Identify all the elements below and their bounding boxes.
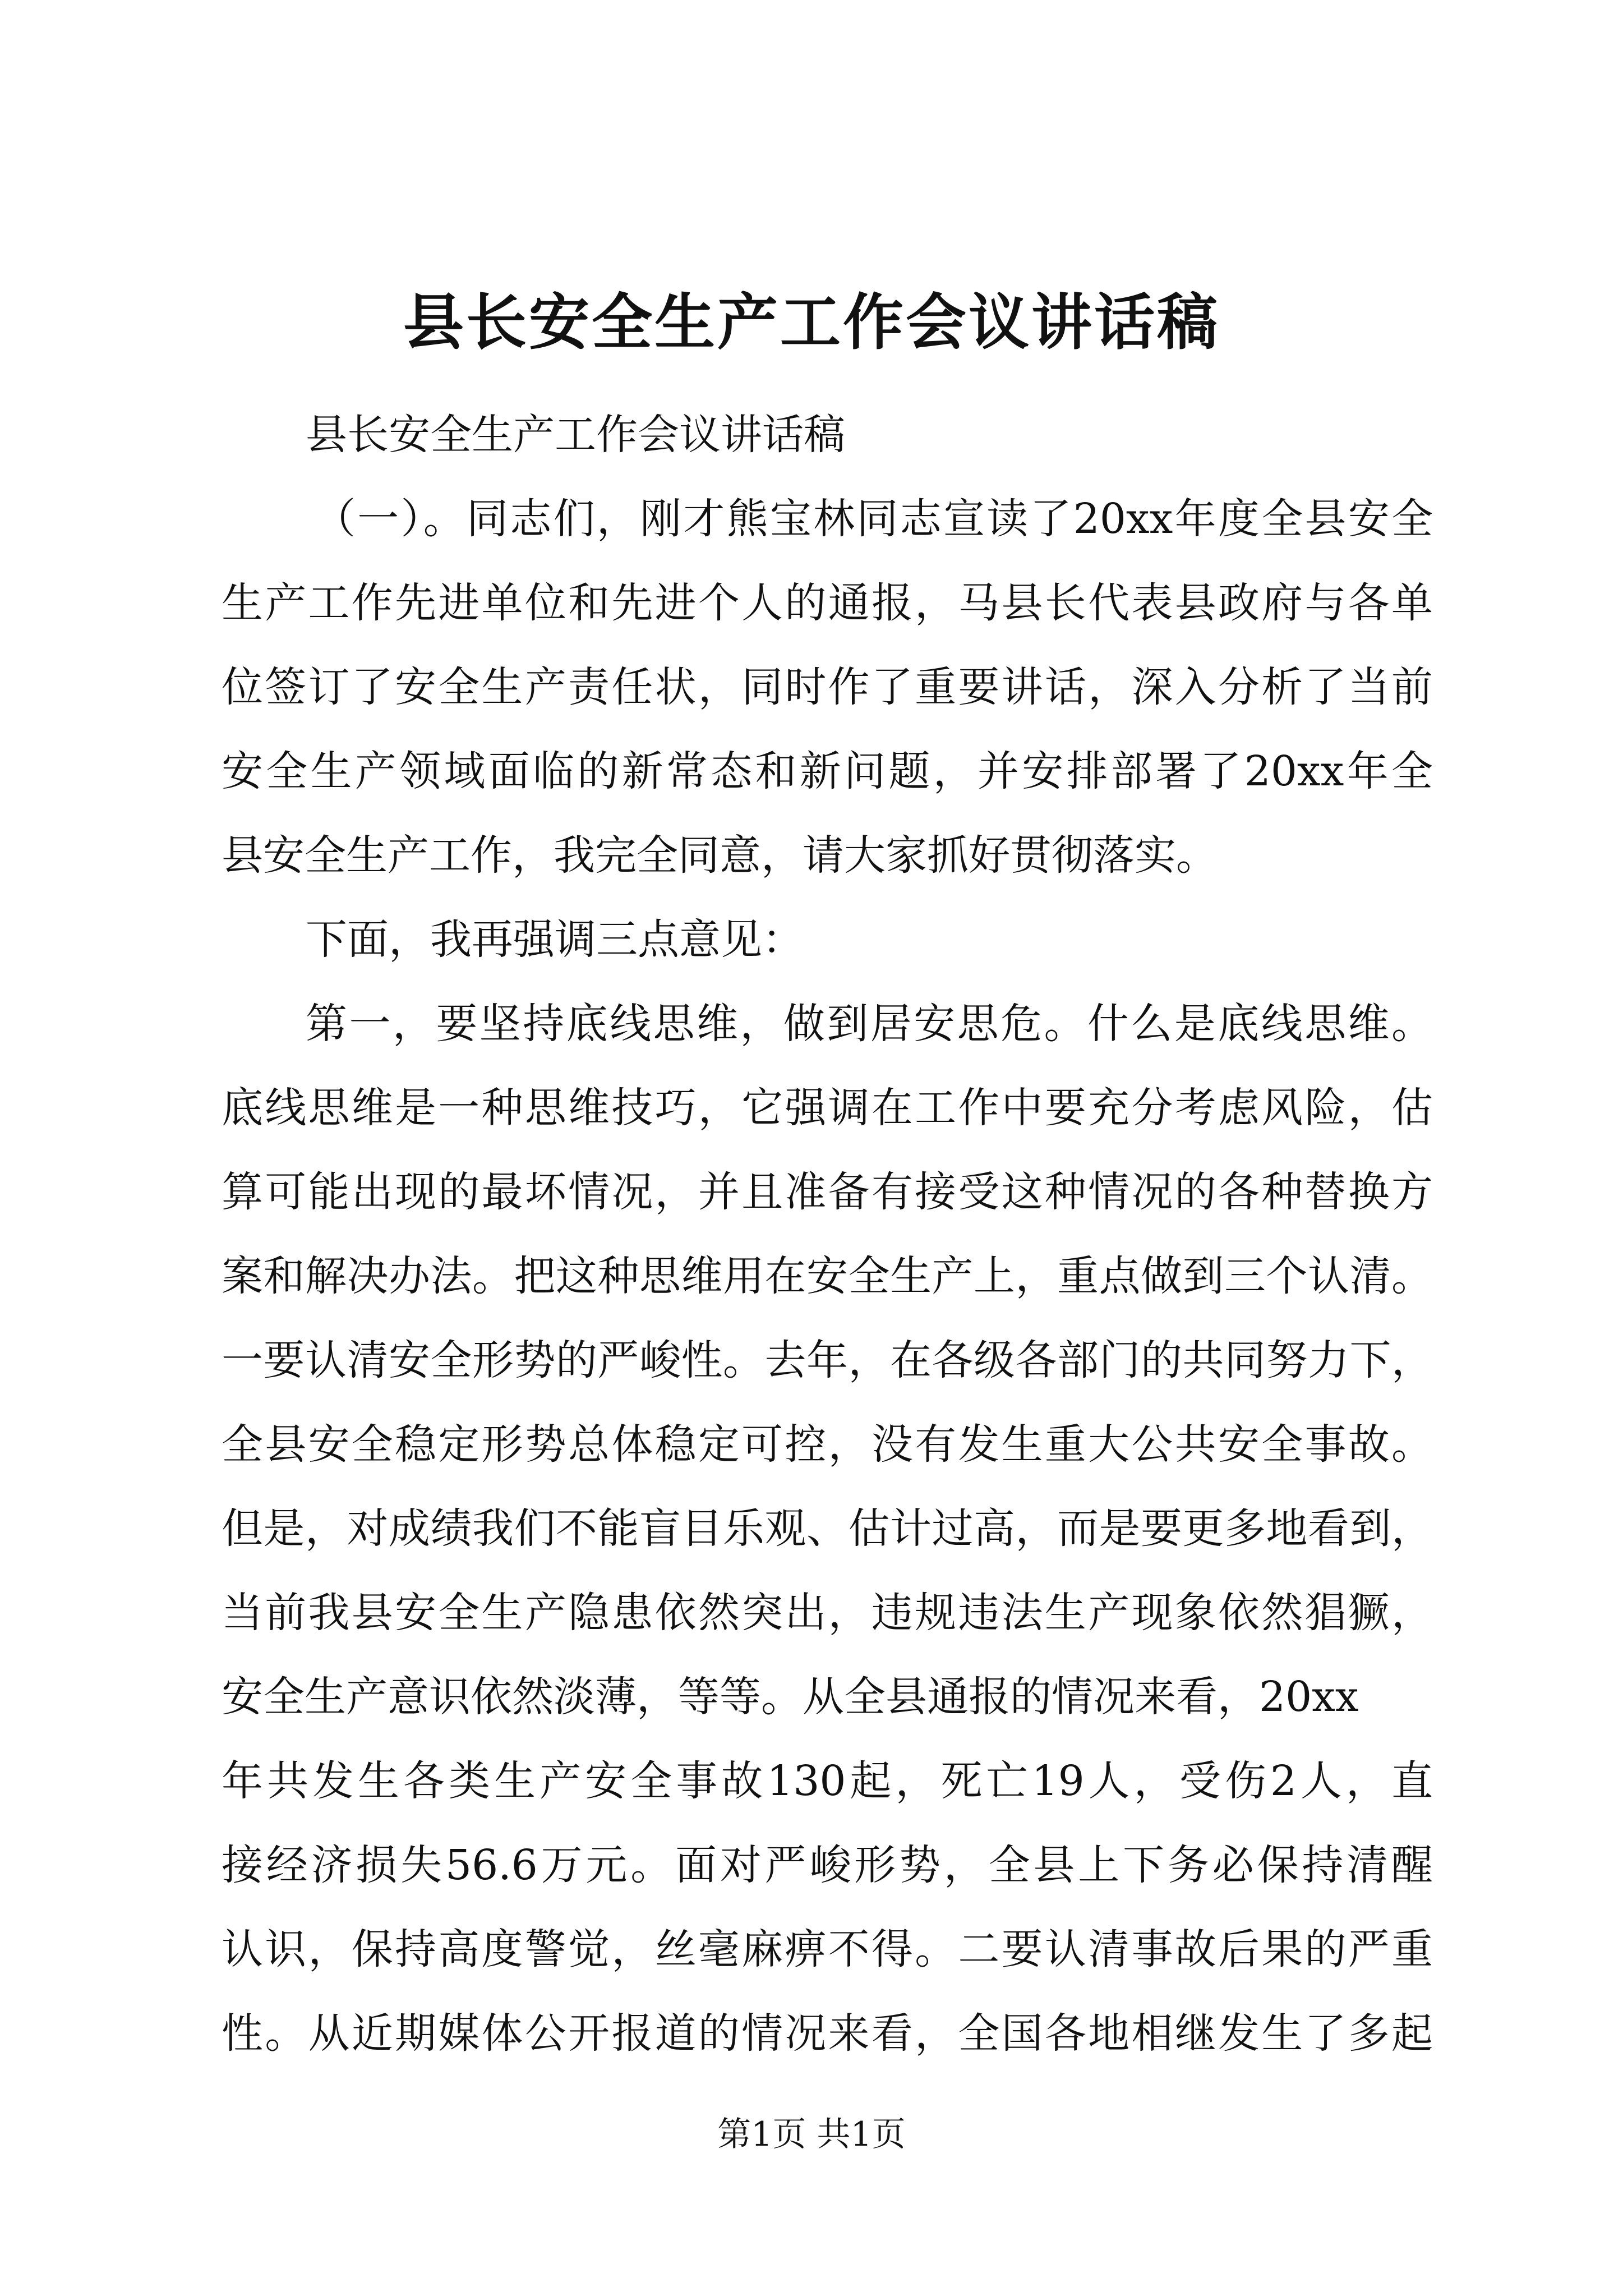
paragraph-line: 第一，要坚持底线思维，做到居安思危。什么是底线思维。 — [306, 1000, 1433, 1048]
page-footer: 第1页 共1页 — [717, 2115, 906, 2154]
document-title: 县长安全生产工作会议讲话稿 — [403, 287, 1220, 358]
paragraph-line: 生产工作先进单位和先进个人的通报，马县长代表县政府与各单 — [222, 579, 1433, 627]
paragraph-line: 算可能出现的最坏情况，并且准备有接受这种情况的各种替换方 — [222, 1168, 1433, 1216]
paragraph-line: 案和解决办法。把这种思维用在安全生产上，重点做到三个认清。 — [222, 1252, 1433, 1300]
paragraph-line: 性。从近期媒体公开报道的情况来看，全国各地相继发生了多起 — [222, 2009, 1433, 2058]
paragraph-line: 位签订了安全生产责任状，同时作了重要讲话，深入分析了当前 — [222, 663, 1433, 711]
paragraph-line: 认识，保持高度警觉，丝毫麻痹不得。二要认清事故后果的严重 — [222, 1925, 1433, 1973]
subtitle-line: 县长安全生产工作会议讲话稿 — [306, 411, 845, 459]
paragraph-line: 接经济损失56.6万元。面对严峻形势，全县上下务必保持清醒 — [222, 1841, 1433, 1889]
paragraph-line: 年共发生各类生产安全事故130起，死亡19人，受伤2人，直 — [222, 1757, 1433, 1805]
paragraph-line: 但是，对成绩我们不能盲目乐观、估计过高，而是要更多地看到， — [222, 1504, 1433, 1553]
paragraph-line: 底线思维是一种思维技巧，它强调在工作中要充分考虑风险，估 — [222, 1084, 1433, 1132]
paragraph-line: 当前我县安全生产隐患依然突出，违规违法生产现象依然猖獗， — [222, 1589, 1433, 1637]
paragraph-line: 下面，我再强调三点意见： — [306, 915, 804, 964]
paragraph-line: 全县安全稳定形势总体稳定可控，没有发生重大公共安全事故。 — [222, 1420, 1433, 1469]
paragraph-line: 安全生产意识依然淡薄，等等。从全县通报的情况来看，20xx — [222, 1673, 1359, 1721]
paragraph-line: （一）。同志们，刚才熊宝林同志宣读了20xx年度全县安全 — [314, 495, 1433, 543]
paragraph-line: 县安全生产工作，我完全同意，请大家抓好贯彻落实。 — [222, 831, 1218, 880]
paragraph-line: 安全生产领域面临的新常态和新问题，并安排部署了20xx年全 — [222, 747, 1433, 795]
paragraph-line: 一要认清安全形势的严峻性。去年，在各级各部门的共同努力下， — [222, 1336, 1433, 1384]
